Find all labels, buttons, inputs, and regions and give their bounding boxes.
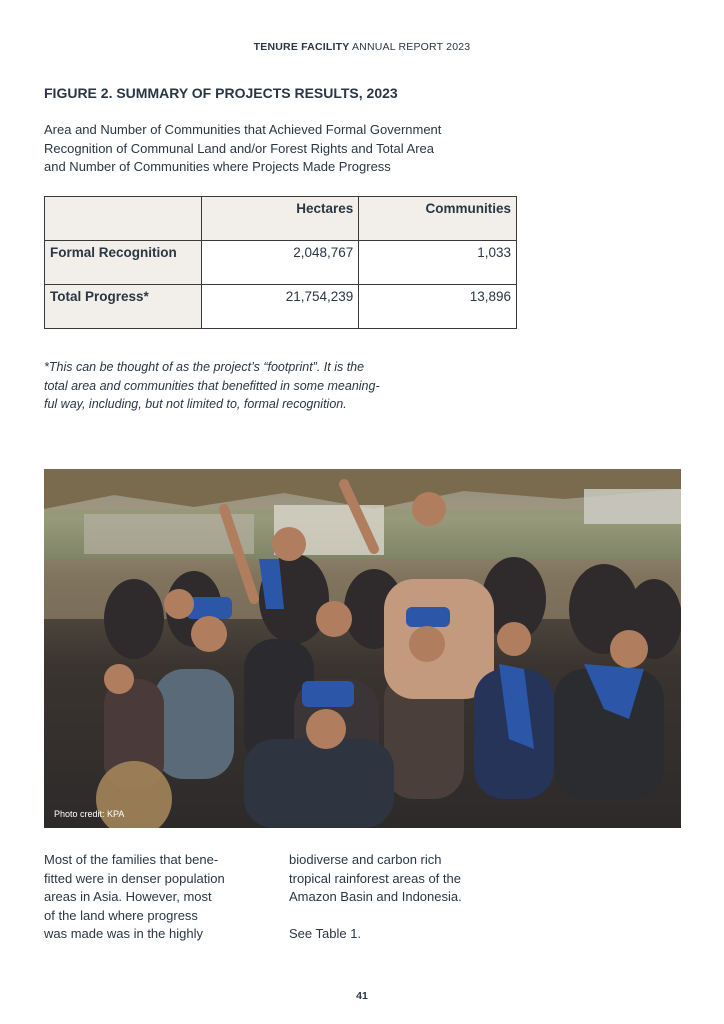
page-number: 41 bbox=[356, 990, 368, 1002]
body-line: Most of the families that bene- bbox=[44, 852, 219, 867]
footnote-line: ful way, including, but not limited to, formal recognition. bbox=[44, 397, 347, 411]
body-line: was made was in the highly bbox=[44, 926, 203, 941]
table-row bbox=[45, 241, 517, 285]
body-line: See Table 1. bbox=[289, 926, 362, 941]
cell-hectares: 2,048,767 bbox=[201, 241, 359, 285]
body-text-column-1 bbox=[44, 851, 264, 944]
subtitle-line: Recognition of Communal Land and/or Forest Rights and Total Area bbox=[44, 140, 434, 156]
footnote-line: total area and communities that benefitted in some meaning- bbox=[44, 378, 380, 393]
header-rest: ANNUAL REPORT 2023 bbox=[349, 41, 471, 53]
photo-credit: Photo credit: KPA bbox=[54, 809, 125, 819]
body-line: tropical rainforest areas of the bbox=[289, 870, 461, 886]
results-table bbox=[44, 196, 517, 329]
cell-communities: 1,033 bbox=[359, 241, 517, 285]
table-footnote bbox=[44, 358, 444, 414]
subtitle-line: Area and Number of Communities that Achieved Formal Government bbox=[44, 122, 442, 137]
body-line: of the land where progress bbox=[44, 907, 198, 923]
column-header-hectares: Hectares bbox=[201, 197, 359, 241]
row-label: Total Progress* bbox=[45, 285, 202, 329]
figure-subtitle bbox=[44, 121, 524, 177]
table-header-row bbox=[45, 197, 517, 241]
row-label: Formal Recognition bbox=[45, 241, 202, 285]
table-row bbox=[45, 285, 517, 329]
body-text-column-2 bbox=[289, 851, 509, 944]
table-corner-cell bbox=[45, 197, 202, 241]
figure-title: FIGURE 2. SUMMARY OF PROJECTS RESULTS, 2023 bbox=[44, 85, 398, 101]
photo-illustration bbox=[44, 469, 681, 828]
community-group-photo bbox=[44, 469, 681, 828]
running-header bbox=[0, 41, 724, 53]
body-line: biodiverse and carbon rich bbox=[289, 852, 442, 867]
body-line: Amazon Basin and Indonesia. bbox=[289, 889, 462, 904]
column-header-communities: Communities bbox=[359, 197, 517, 241]
body-line: fitted were in denser population bbox=[44, 870, 225, 886]
body-line-spacer bbox=[289, 907, 509, 926]
header-brand: TENURE FACILITY bbox=[253, 41, 350, 53]
subtitle-line: and Number of Communities where Projects Made Progress bbox=[44, 159, 391, 174]
footnote-line: *This can be thought of as the project’s “footprint”. It is the bbox=[44, 360, 365, 374]
body-line: areas in Asia. However, most bbox=[44, 889, 212, 904]
cell-hectares: 21,754,239 bbox=[201, 285, 359, 329]
cell-communities: 13,896 bbox=[359, 285, 517, 329]
